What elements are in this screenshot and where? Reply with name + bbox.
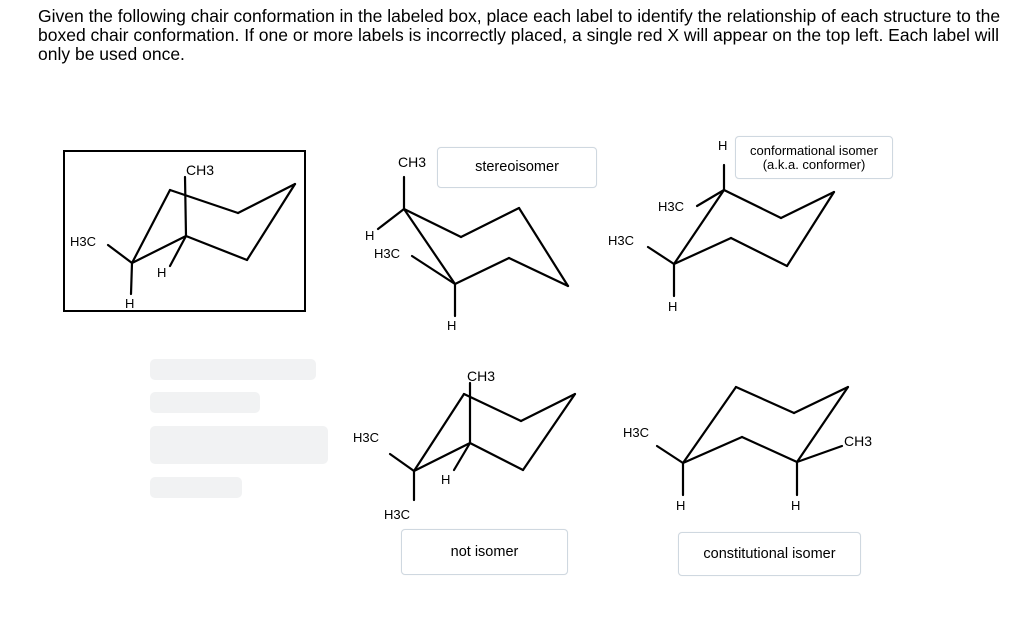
s1-atom-h-down: H [447,318,457,333]
s3-atom-h3c-bottom: H3C [384,507,411,522]
label-not-isomer-text: not isomer [450,543,519,560]
label-not-isomer[interactable] [401,529,568,575]
s3-atom-h: H [441,472,451,487]
drop-slot-2[interactable] [150,392,260,413]
drop-slot-3[interactable] [150,426,328,464]
ref-atom-ch3: CH3 [186,162,215,178]
ref-atom-h3c: H3C [70,234,97,249]
s1-atom-ch3: CH3 [398,154,427,170]
s4-atom-h-right: H [791,498,801,513]
s2-atom-h-down: H [668,299,678,314]
drop-slot-4[interactable] [150,477,242,498]
ref-atom-h-down: H [125,296,135,311]
label-stereoisomer-text: stereoisomer [475,159,559,175]
structure-4 [623,387,872,513]
s3-atom-ch3: CH3 [467,368,496,384]
s4-atom-h-left: H [676,498,686,513]
s2-atom-h3c-lower: H3C [608,233,635,248]
s1-atom-h3c: H3C [374,246,401,261]
s2-atom-h3c-upper: H3C [658,199,685,214]
question-text: Given the following chair conformation in the labeled box, place each label to identify the relationship of each structure to the boxed chair conformation. If one or more labels is incorrectly placed, a single red X will appear on the top left. Each label will only be used once. [38,6,1001,64]
label-conformational-isomer-text: conformational isomer (a.k.a. conformer) [750,142,878,172]
label-conformational-isomer[interactable] [735,136,893,179]
s1-atom-h-left: H [365,228,375,243]
s4-atom-ch3: CH3 [844,433,873,449]
label-constitutional-isomer[interactable] [678,532,861,576]
structure-3 [353,368,575,522]
label-stereoisomer[interactable] [437,147,597,188]
s2-atom-h-top: H [718,138,728,153]
label-constitutional-isomer-text: constitutional isomer [703,545,836,562]
drop-slot-1[interactable] [150,359,316,380]
reference-chair [70,162,295,311]
ref-atom-h-axial: H [157,265,167,280]
s4-atom-h3c: H3C [623,425,650,440]
s3-atom-h3c-left: H3C [353,430,380,445]
